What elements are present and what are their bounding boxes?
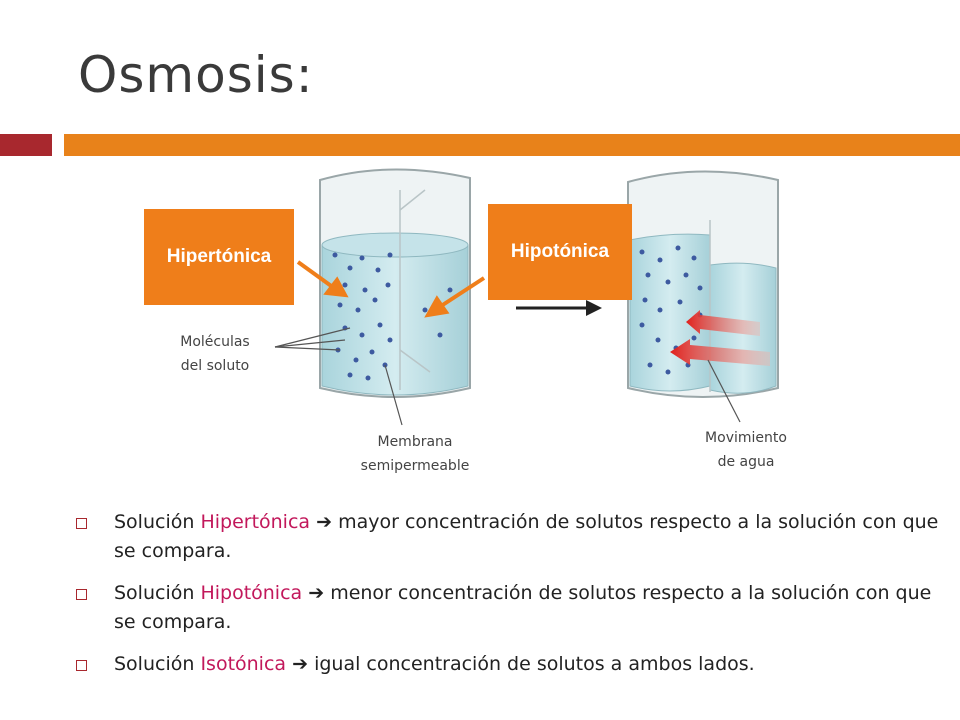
bullet-isotonic: Solución Isotónica ➔ igual concentración de solutos a ambos lados. [70,650,940,679]
water-movement-caption: Movimiento de agua [705,430,787,470]
definition-list [70,508,940,692]
bullet-hypotonic: Solución Hipotónica ➔ menor concentración de solutos respecto a la solución con que se compara. [70,579,940,637]
term-hypertonic: Hipertónica [200,511,311,533]
osmosis-diagram [0,160,960,500]
hypotonic-label: Hipotónica [488,204,632,300]
left-beaker [320,169,470,397]
right-arrow-icon: ➔ [292,653,309,675]
solute-molecules-caption: Moléculas del soluto [180,334,250,374]
process-arrow [516,300,602,316]
bullet-marker-icon [76,660,87,671]
right-arrow-icon: ➔ [308,582,325,604]
bullet-hypertonic: Solución Hipertónica ➔ mayor concentración de solutos respecto a la solución con que se compara. [70,508,940,566]
membrane-caption: Membrana semipermeable [360,434,470,474]
title-accent-bar [64,134,960,156]
hypertonic-label: Hipertónica [144,209,294,305]
term-isotonic: Isotónica [200,653,287,675]
term-hypotonic: Hipotónica [200,582,303,604]
bullet-marker-icon [76,518,87,529]
slide-title: Osmosis: [78,46,314,104]
title-accent-bar-left [0,134,52,156]
bullet-marker-icon [76,589,87,600]
right-beaker [628,171,778,397]
right-arrow-icon: ➔ [316,511,333,533]
